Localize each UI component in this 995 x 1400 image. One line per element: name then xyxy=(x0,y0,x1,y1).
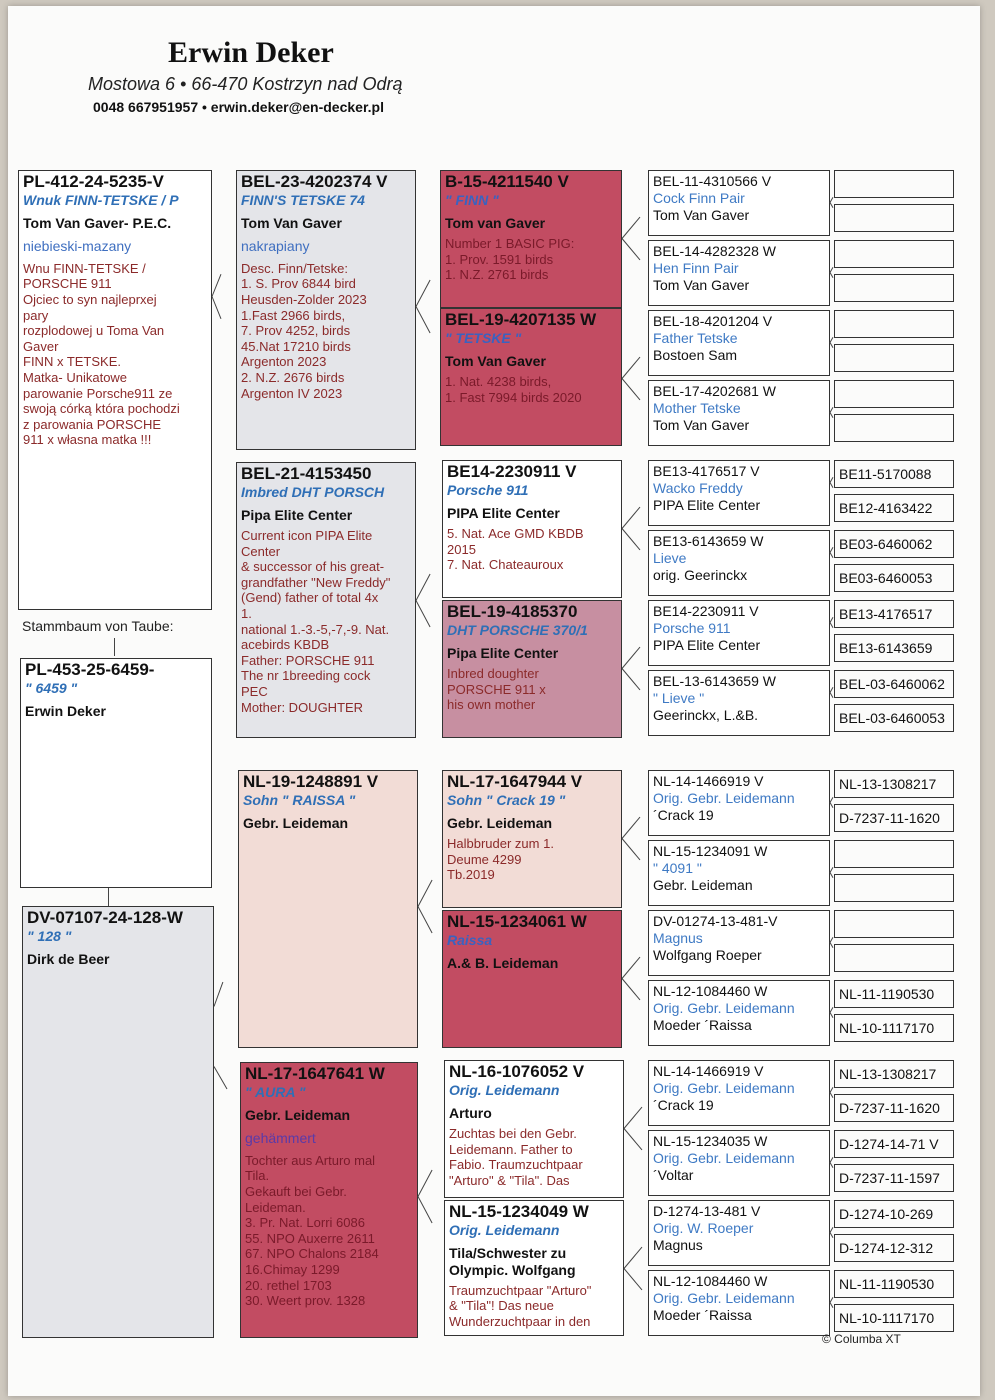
great-grandparent-box xyxy=(648,980,830,1046)
connector xyxy=(830,1162,834,1168)
ggp-nick: Orig. W. Roeper xyxy=(653,1219,754,1236)
note-line: 1. S. Prov 6844 bird xyxy=(241,276,356,292)
note-line: 911 x własna matka !!! xyxy=(23,432,152,448)
great-grandparent-box xyxy=(648,240,830,306)
connector xyxy=(830,272,834,278)
connector xyxy=(214,982,224,1007)
connector xyxy=(108,888,109,906)
gen4-box: NL-10-1117170 xyxy=(834,1304,954,1332)
breeder-address: Mostowa 6 • 66-470 Kostrzyn nad Odrą xyxy=(88,74,403,94)
ggp-owner: Tom Van Gaver xyxy=(653,276,750,293)
ggp-owner: orig. Geerinckx xyxy=(653,566,748,583)
ggp-ring: NL-12-1084460 W xyxy=(653,983,768,999)
grandparent-owner: Tom Van Gaver xyxy=(445,353,546,370)
grandparent-nick: Sohn " Crack 19 " xyxy=(447,792,566,809)
grandparent-box xyxy=(440,170,622,308)
grandparent-nick: Orig. Leidemann xyxy=(449,1222,560,1239)
note-line: Deume 4299 xyxy=(447,851,522,867)
note-line: & "Tila"! Das neue xyxy=(449,1298,554,1314)
connector xyxy=(830,202,834,208)
ggp-owner: PIPA Elite Center xyxy=(653,496,761,513)
note-line: Fabio. Traumzuchtpaar xyxy=(449,1157,583,1173)
gen4-box xyxy=(834,944,954,972)
grandparent-owner: Gebr. Leideman xyxy=(447,815,553,832)
connector xyxy=(830,1092,834,1098)
connector xyxy=(622,238,641,260)
note-line: Father: PORSCHE 911 xyxy=(241,652,375,668)
great-grandparent-box xyxy=(648,460,830,526)
gen4-box: NL-10-1117170 xyxy=(834,1014,954,1042)
grandparent-ring: NL-15-1234049 W xyxy=(449,1202,589,1221)
grandparent-box xyxy=(440,308,622,446)
connector xyxy=(830,552,834,558)
connector xyxy=(622,357,641,379)
connector xyxy=(830,412,834,418)
grandparent-owner: Tila/Schwester zu Olympic. Wolfgang xyxy=(449,1245,576,1278)
grandparent-nick: Raissa xyxy=(447,932,493,949)
connector xyxy=(416,600,431,627)
dv-box xyxy=(22,906,214,1338)
connector xyxy=(624,1128,643,1150)
dam-ring: BEL-21-4153450 xyxy=(241,464,372,483)
note-line: 2. N.Z. 2676 birds xyxy=(241,369,345,385)
grandparent-nick: " TETSKE " xyxy=(445,330,522,347)
connector xyxy=(622,817,641,839)
grandparent-owner: Pipa Elite Center xyxy=(447,645,559,662)
connector xyxy=(830,1232,834,1238)
note-line: 45.Nat 17210 birds xyxy=(241,338,351,354)
note-line: acebirds KBDB xyxy=(241,637,330,653)
gen4-box xyxy=(834,910,954,938)
note-line: 3. Pr. Nat. Lorri 6086 xyxy=(245,1215,365,1231)
dv-box-ring: DV-07107-24-128-W xyxy=(27,908,183,927)
connector xyxy=(830,692,834,698)
note-line: Inbred doughter xyxy=(447,665,539,681)
gen4-box: BE03-6460053 xyxy=(834,564,954,592)
note-line: national 1.-3.-5,-7,-9. Nat. xyxy=(241,621,390,637)
connector xyxy=(830,482,834,488)
dam2-box xyxy=(240,1062,418,1338)
note-line: Heusden-Zolder 2023 xyxy=(241,291,367,307)
ggp-owner: ´Voltar xyxy=(653,1166,694,1183)
grandparent-box xyxy=(442,460,622,598)
note-line: Wnu FINN-TETSKE / xyxy=(23,260,146,276)
great-grandparent-box xyxy=(648,1200,830,1266)
connector xyxy=(114,638,115,656)
ggp-owner: Wolfgang Roeper xyxy=(653,946,762,963)
gen4-box xyxy=(834,274,954,302)
ggp-nick: Orig. Gebr. Leidemann xyxy=(653,1289,795,1306)
dam2-notes xyxy=(245,1153,413,1309)
dv-box-nick: " 128 " xyxy=(27,928,72,945)
ggp-owner: ´Crack 19 xyxy=(653,1096,714,1113)
ggp-nick: Father Tetske xyxy=(653,329,738,346)
note-line: & successor of his great- xyxy=(241,559,385,575)
ggp-nick: " Lieve " xyxy=(653,689,705,706)
sire-box xyxy=(236,170,416,450)
gen4-box: BE13-4176517 xyxy=(834,600,954,628)
ggp-nick: Orig. Gebr. Leidemann xyxy=(653,999,795,1016)
ggp-nick: Hen Finn Pair xyxy=(653,259,739,276)
gen4-box: BE12-4163422 xyxy=(834,494,954,522)
note-line: (Gend) father of total 4x xyxy=(241,590,379,606)
gen4-box: NL-13-1308217 xyxy=(834,770,954,798)
subject-ring: PL-412-24-5235-V xyxy=(23,172,164,191)
note-line: Center xyxy=(241,543,281,559)
note-line: 55. NPO Auxerre 2611 xyxy=(245,1230,375,1246)
sire-owner: Tom Van Gaver xyxy=(241,215,342,232)
gen4-box xyxy=(834,240,954,268)
connector xyxy=(830,872,834,878)
connector xyxy=(212,274,222,297)
ggp-nick: Cock Finn Pair xyxy=(653,189,745,206)
connector xyxy=(622,838,641,860)
great-grandparent-box xyxy=(648,840,830,906)
dam-nick: Imbred DHT PORSCH xyxy=(241,484,385,501)
grandparent-ring: NL-16-1076052 V xyxy=(449,1062,585,1081)
ggp-ring: BEL-17-4202681 W xyxy=(653,383,776,399)
sire2-box xyxy=(238,770,418,1048)
note-line: 7. Nat. Chateauroux xyxy=(447,557,564,573)
breeder-box-nick: " 6459 " xyxy=(25,680,78,697)
connector xyxy=(830,802,834,808)
connector xyxy=(830,622,834,628)
note-line: Number 1 BASIC PIG: xyxy=(445,235,575,251)
note-line: PORSCHE 911 xyxy=(23,276,112,292)
gen4-box: NL-13-1308217 xyxy=(834,1060,954,1088)
gen4-box xyxy=(834,380,954,408)
grandparent-box xyxy=(444,1060,624,1198)
ggp-owner: ´Crack 19 xyxy=(653,806,714,823)
note-line: 1. Fast 7994 birds 2020 xyxy=(445,389,582,405)
connector xyxy=(830,1302,834,1308)
note-line: FINN x TETSKE. xyxy=(23,354,121,370)
great-grandparent-box xyxy=(648,910,830,976)
note-line: 67. NPO Chalons 2184 xyxy=(245,1246,379,1262)
ggp-ring: BE13-4176517 V xyxy=(653,463,760,479)
gen4-box: D-7237-11-1620 xyxy=(834,804,954,832)
sire2-owner: Gebr. Leideman xyxy=(243,815,349,832)
gen4-box xyxy=(834,344,954,372)
sire-ring: BEL-23-4202374 V xyxy=(241,172,388,191)
grandparent-ring: B-15-4211540 V xyxy=(445,172,569,191)
connector xyxy=(624,1247,643,1269)
note-line: 1.Fast 2966 birds, xyxy=(241,307,346,323)
connector xyxy=(212,296,222,319)
note-line: Gekauft bei Gebr. xyxy=(245,1183,347,1199)
ggp-nick: Orig. Gebr. Leidemann xyxy=(653,789,795,806)
ggp-nick: Magnus xyxy=(653,929,703,946)
note-line: Desc. Finn/Tetske: xyxy=(241,260,348,276)
gen4-box: D-1274-14-71 V xyxy=(834,1130,954,1158)
gen4-box: BEL-03-6460053 xyxy=(834,704,954,732)
ggp-nick: Mother Tetske xyxy=(653,399,741,416)
note-line: 5. Nat. Ace GMD KBDB xyxy=(447,525,584,541)
sire-nick: FINN'S TETSKE 74 xyxy=(241,192,365,209)
dam-owner: Pipa Elite Center xyxy=(241,507,353,524)
note-line: 20. rethel 1703 xyxy=(245,1277,332,1293)
note-line: PORSCHE 911 x xyxy=(447,681,546,697)
connector xyxy=(622,378,641,400)
connector xyxy=(622,978,641,1000)
breeder-box xyxy=(20,658,212,888)
dv-box-owner: Dirk de Beer xyxy=(27,951,110,968)
great-grandparent-box xyxy=(648,600,830,666)
connector xyxy=(416,280,431,307)
great-grandparent-box xyxy=(648,1060,830,1126)
note-line: z parowania PORSCHE xyxy=(23,416,161,432)
note-line: parowanie Porsche911 ze xyxy=(23,385,173,401)
grandparent-owner: A.& B. Leideman xyxy=(447,955,559,972)
grandparent-ring: BEL-19-4207135 W xyxy=(445,310,597,329)
great-grandparent-box xyxy=(648,1270,830,1336)
gen4-box: BE13-6143659 xyxy=(834,634,954,662)
note-line: 1. Prov. 1591 birds xyxy=(445,251,554,267)
connector xyxy=(830,1012,834,1018)
footer-credit: © Columba XT xyxy=(822,1332,901,1346)
gen4-box xyxy=(834,414,954,442)
note-line: Tila. xyxy=(245,1168,270,1184)
ggp-ring: DV-01274-13-481-V xyxy=(653,913,778,929)
gen4-box: NL-11-1190530 xyxy=(834,980,954,1008)
connector xyxy=(416,306,431,333)
dam2-color: gehämmert xyxy=(245,1129,316,1146)
ggp-nick: " 4091 " xyxy=(653,859,702,876)
note-line: Tb.2019 xyxy=(447,867,495,883)
ggp-nick: Porsche 911 xyxy=(653,619,731,636)
great-grandparent-box xyxy=(648,170,830,236)
sire2-ring: NL-19-1248891 V xyxy=(243,772,379,791)
great-grandparent-box xyxy=(648,770,830,836)
ggp-ring: BE13-6143659 W xyxy=(653,533,764,549)
note-line: 16.Chimay 1299 xyxy=(245,1261,340,1277)
gen4-box: BEL-03-6460062 xyxy=(834,670,954,698)
note-line: 7. Prov 4252, birds xyxy=(241,323,351,339)
dam2-nick: " AURA " xyxy=(245,1084,306,1101)
connector xyxy=(418,1170,433,1197)
ggp-nick: Orig. Gebr. Leidemann xyxy=(653,1079,795,1096)
note-line: Traumzuchtpaar "Arturo" xyxy=(449,1282,592,1298)
note-line: 1. N.Z. 2761 birds xyxy=(445,267,549,283)
grandparent-nick: DHT PORSCHE 370/1 xyxy=(447,622,588,639)
breeder-box-owner: Erwin Deker xyxy=(25,703,106,720)
grandparent-notes xyxy=(445,236,617,283)
ggp-ring: D-1274-13-481 V xyxy=(653,1203,761,1219)
note-line: rozplodowej u Toma Van xyxy=(23,323,165,339)
note-line: Matka- Unikatowe xyxy=(23,369,128,385)
gen4-box xyxy=(834,874,954,902)
grandparent-ring: BEL-19-4185370 xyxy=(447,602,578,621)
gen4-box: BE11-5170088 xyxy=(834,460,954,488)
breeder-name: Erwin Deker xyxy=(168,36,334,69)
connector xyxy=(622,507,641,529)
note-line: his own mother xyxy=(447,697,536,713)
connector xyxy=(830,942,834,948)
dam2-ring: NL-17-1647641 W xyxy=(245,1064,385,1083)
connector xyxy=(622,528,641,550)
connector xyxy=(214,1066,228,1089)
grandparent-box xyxy=(442,770,622,908)
note-line: Tochter aus Arturo mal xyxy=(245,1152,376,1168)
gen4-box: D-1274-10-269 xyxy=(834,1200,954,1228)
gen4-box xyxy=(834,310,954,338)
connector xyxy=(418,880,433,907)
great-grandparent-box xyxy=(648,530,830,596)
grandparent-ring: BE14-2230911 V xyxy=(447,462,577,481)
ggp-ring: NL-15-1234091 W xyxy=(653,843,768,859)
great-grandparent-box xyxy=(648,670,830,736)
connector xyxy=(624,1268,643,1290)
grandparent-box xyxy=(442,600,622,738)
dam-box xyxy=(236,462,416,738)
subject-nick: Wnuk FINN-TETSKE / P xyxy=(23,192,179,209)
breeder-box-ring: PL-453-25-6459- xyxy=(25,660,155,679)
grandparent-notes xyxy=(449,1126,619,1188)
grandparent-owner: PIPA Elite Center xyxy=(447,505,560,522)
connector xyxy=(624,1107,643,1129)
great-grandparent-box xyxy=(648,310,830,376)
ggp-owner: Magnus xyxy=(653,1236,703,1253)
ggp-owner: PIPA Elite Center xyxy=(653,636,761,653)
note-line: Gaver xyxy=(23,338,59,354)
subject-owner: Tom Van Gaver- P.E.C. xyxy=(23,215,172,232)
gen4-box xyxy=(834,840,954,868)
ggp-nick: Wacko Freddy xyxy=(653,479,743,496)
connector xyxy=(622,957,641,979)
connector xyxy=(416,574,431,601)
pedigree-sheet xyxy=(8,6,980,1396)
ggp-nick: Orig. Gebr. Leidemann xyxy=(653,1149,795,1166)
ggp-nick: Lieve xyxy=(653,549,687,566)
note-line: swoją córką która pochodzi xyxy=(23,401,180,417)
ggp-owner: Tom Van Gaver xyxy=(653,206,750,223)
connector xyxy=(622,668,641,690)
subject-color: niebieski-mazany xyxy=(23,237,132,254)
connector xyxy=(622,217,641,239)
subject-notes xyxy=(23,261,207,448)
ggp-ring: BEL-13-6143659 W xyxy=(653,673,776,689)
ggp-owner: Moeder ´Raissa xyxy=(653,1306,752,1323)
note-line: Zuchtas bei den Gebr. xyxy=(449,1125,577,1141)
note-line: 30. Weert prov. 1328 xyxy=(245,1293,366,1309)
subject-box xyxy=(18,170,212,610)
stammbaum-label: Stammbaum von Taube: xyxy=(22,618,174,634)
ggp-ring: NL-14-1466919 V xyxy=(653,1063,764,1079)
note-line: Mother: DOUGHTER xyxy=(241,699,364,715)
grandparent-notes xyxy=(447,836,617,883)
grandparent-box xyxy=(444,1200,624,1336)
gen4-box: D-1274-12-312 xyxy=(834,1234,954,1262)
grandparent-notes xyxy=(449,1283,619,1330)
gen4-box: D-7237-11-1620 xyxy=(834,1094,954,1122)
ggp-ring: NL-14-1466919 V xyxy=(653,773,764,789)
note-line: Current icon PIPA Elite xyxy=(241,527,373,543)
grandparent-owner: Tom van Gaver xyxy=(445,215,546,232)
connector xyxy=(622,647,641,669)
grandparent-ring: NL-17-1647944 V xyxy=(447,772,583,791)
grandparent-nick: " FINN " xyxy=(445,192,499,209)
note-line: pary xyxy=(23,307,49,323)
ggp-owner: Moeder ´Raissa xyxy=(653,1016,752,1033)
grandparent-owner: Arturo xyxy=(449,1105,492,1122)
great-grandparent-box xyxy=(648,1130,830,1196)
note-line: 1. Nat. 4238 birds, xyxy=(445,373,552,389)
note-line: 1. xyxy=(241,605,252,621)
grandparent-ring: NL-15-1234061 W xyxy=(447,912,587,931)
note-line: The nr 1breeding cock xyxy=(241,668,371,684)
note-line: Leidemann. Father to xyxy=(449,1141,573,1157)
grandparent-nick: Porsche 911 xyxy=(447,482,529,499)
gen4-box: BE03-6460062 xyxy=(834,530,954,558)
ggp-ring: NL-15-1234035 W xyxy=(653,1133,768,1149)
note-line: PEC xyxy=(241,683,268,699)
ggp-ring: BEL-11-4310566 V xyxy=(653,173,772,189)
dam2-owner: Gebr. Leideman xyxy=(245,1107,351,1124)
grandparent-notes xyxy=(447,666,617,713)
sire2-nick: Sohn " RAISSA " xyxy=(243,792,356,809)
ggp-ring: BE14-2230911 V xyxy=(653,603,759,619)
connector xyxy=(830,342,834,348)
note-line: Wunderzuchtpaar in den xyxy=(449,1313,591,1329)
grandparent-nick: Orig. Leidemann xyxy=(449,1082,560,1099)
note-line: Halbbruder zum 1. xyxy=(447,835,554,851)
ggp-ring: BEL-14-4282328 W xyxy=(653,243,776,259)
grandparent-box xyxy=(442,910,622,1048)
connector xyxy=(418,1196,433,1223)
connector xyxy=(418,906,433,933)
ggp-owner: Geerinckx, L.&B. xyxy=(653,706,759,723)
ggp-owner: Bostoen Sam xyxy=(653,346,738,363)
note-line: Leideman. xyxy=(245,1199,306,1215)
note-line: "Arturo" & "Tila". Das xyxy=(449,1172,570,1188)
ggp-ring: NL-12-1084460 W xyxy=(653,1273,768,1289)
note-line: Ojciec to syn najleprxej xyxy=(23,291,157,307)
note-line: 2015 xyxy=(447,541,476,557)
note-line: Argenton 2023 xyxy=(241,354,327,370)
gen4-box xyxy=(834,204,954,232)
gen4-box: NL-11-1190530 xyxy=(834,1270,954,1298)
breeder-contact: 0048 667951957 • erwin.deker@en-decker.pl xyxy=(93,99,384,115)
sire-color: nakrapiany xyxy=(241,237,310,254)
ggp-ring: BEL-18-4201204 V xyxy=(653,313,773,329)
gen4-box xyxy=(834,170,954,198)
grandparent-notes xyxy=(447,526,617,573)
great-grandparent-box xyxy=(648,380,830,446)
note-line: grandfather "New Freddy" xyxy=(241,574,391,590)
sire-notes xyxy=(241,261,411,401)
note-line: Argenton IV 2023 xyxy=(241,385,343,401)
ggp-owner: Gebr. Leideman xyxy=(653,876,753,893)
ggp-owner: Tom Van Gaver xyxy=(653,416,750,433)
gen4-box: D-7237-11-1597 xyxy=(834,1164,954,1192)
dam-notes xyxy=(241,528,411,715)
grandparent-notes xyxy=(445,374,617,405)
